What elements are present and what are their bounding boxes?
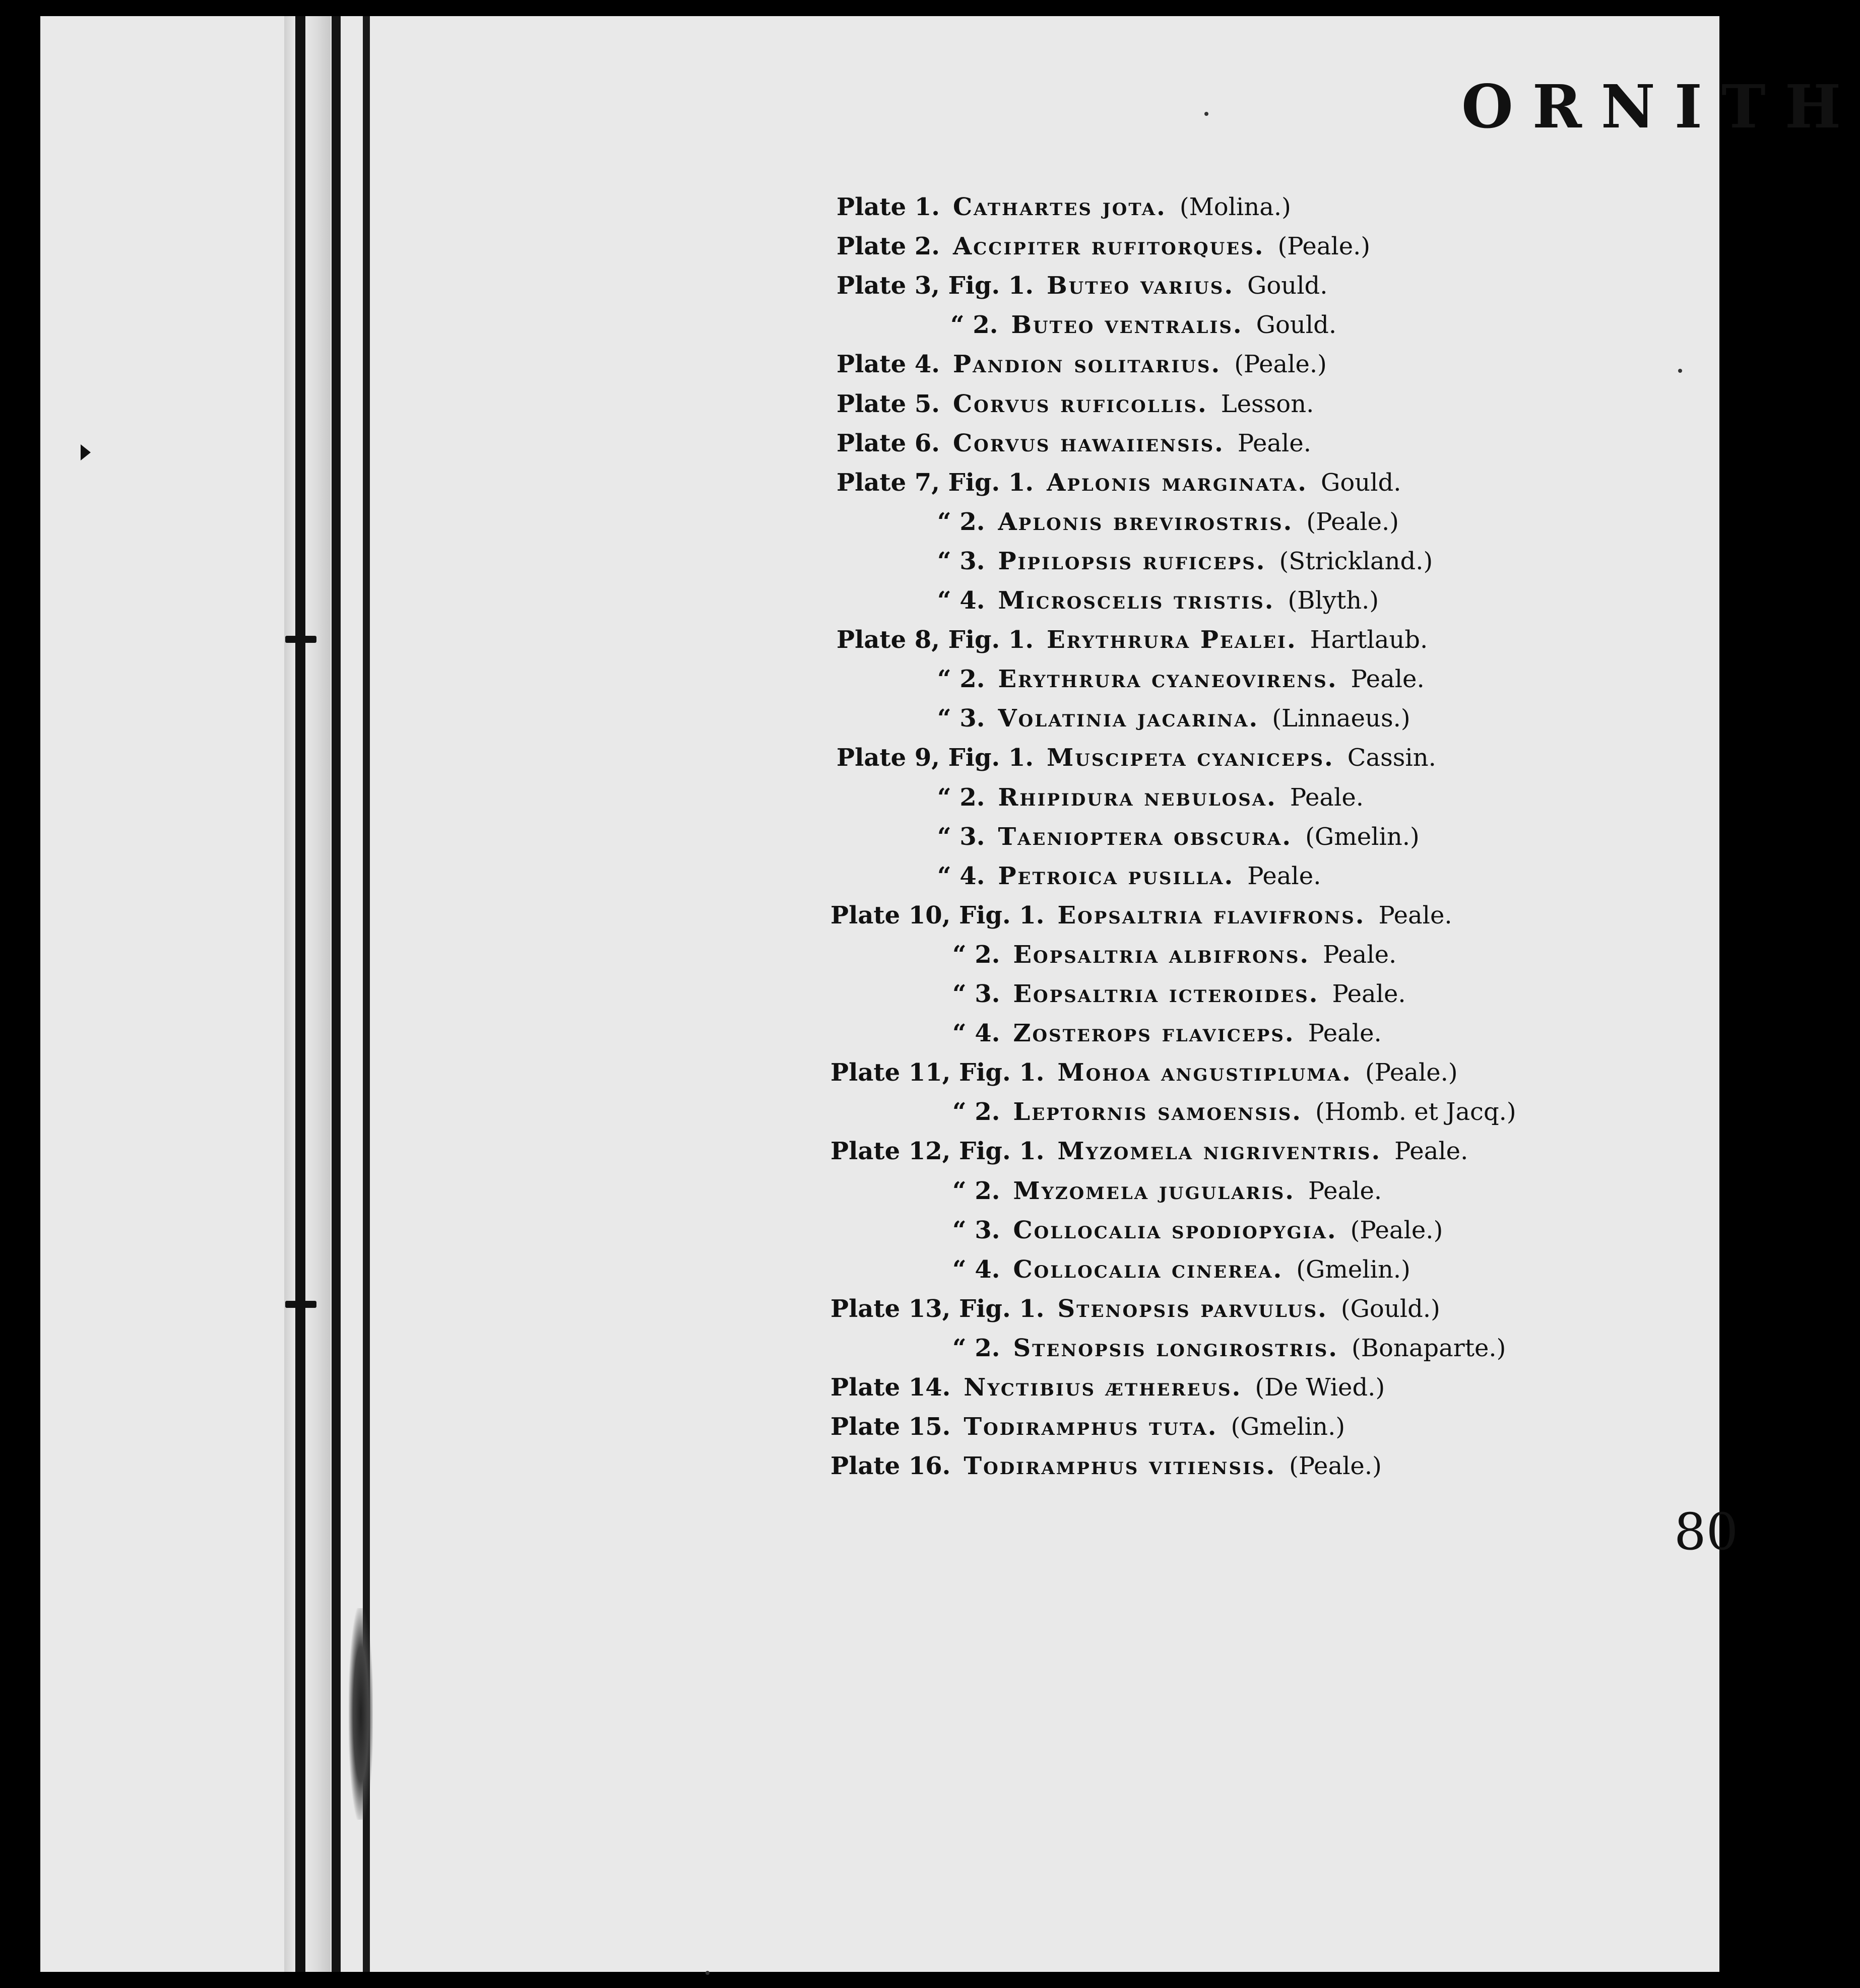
plate-label: “ 4. — [952, 1255, 1000, 1284]
plate-entry — [830, 1368, 1385, 1407]
plate-entry — [952, 1211, 1443, 1250]
species-authority: (Peale.) — [1289, 1452, 1382, 1480]
species-name: Nyctibius æthereus. — [964, 1373, 1242, 1402]
species-name: Leptornis samoensis. — [1013, 1098, 1302, 1126]
species-name: Erythrura Pealei. — [1047, 626, 1297, 654]
plate-entry — [830, 1132, 1468, 1171]
plate-label: “ 4. — [952, 1019, 1000, 1047]
species-authority: Peale. — [1237, 429, 1312, 457]
plate-entry — [952, 1250, 1410, 1289]
species-name: Corvus hawaiiensis. — [952, 429, 1225, 457]
species-name: Pandion solitarius. — [952, 350, 1222, 378]
species-authority: (Peale.) — [1277, 232, 1371, 260]
species-authority: (Gmelin.) — [1296, 1255, 1410, 1284]
species-name: Buteo ventralis. — [1011, 311, 1243, 339]
paper-speck — [1678, 369, 1682, 373]
plate-label: “ 3. — [952, 1216, 1000, 1244]
plate-entry — [952, 1092, 1516, 1132]
species-authority: Hartlaub. — [1310, 626, 1428, 654]
plate-entry — [837, 187, 1291, 227]
species-name: Accipiter rufitorques. — [952, 232, 1265, 260]
pencil-mark — [1643, 1926, 1703, 1956]
species-authority: (Peale.) — [1350, 1216, 1443, 1244]
book-page — [40, 16, 1860, 1972]
binding-gutter — [284, 16, 331, 1972]
species-name: Corvus ruficollis. — [952, 390, 1208, 418]
plate-label: Plate 2. — [837, 232, 940, 260]
species-name: Mohoa angustipluma. — [1057, 1058, 1352, 1087]
plate-entry — [837, 227, 1370, 266]
plate-entry — [952, 974, 1406, 1014]
species-name: Pipilopsis ruficeps. — [998, 547, 1266, 575]
plate-label: “ 3. — [937, 547, 985, 575]
plate-label: “ 2. — [952, 1334, 1000, 1362]
plate-label: “ 3. — [937, 823, 985, 851]
species-name: Volatinia jacarina. — [998, 704, 1259, 733]
species-name: Aplonis brevirostris. — [998, 508, 1294, 536]
plate-label: Plate 12, Fig. 1. — [830, 1137, 1045, 1165]
species-name: Microscelis tristis. — [998, 586, 1275, 615]
species-authority: (Gmelin.) — [1231, 1413, 1345, 1441]
plate-entry — [837, 424, 1311, 463]
species-authority: Lesson. — [1221, 390, 1314, 418]
plate-label: “ 4. — [937, 586, 985, 615]
plate-label: Plate 6. — [837, 429, 940, 457]
species-name: Cathartes jota. — [952, 193, 1167, 221]
plate-label: Plate 13, Fig. 1. — [830, 1295, 1045, 1323]
species-authority: Gould. — [1247, 272, 1328, 300]
plate-label: Plate 9, Fig. 1. — [837, 744, 1034, 772]
plate-entry — [937, 778, 1364, 817]
species-name: Eopsaltria albifrons. — [1013, 941, 1310, 969]
species-authority: Cassin. — [1347, 744, 1436, 772]
page-number: 80 — [1674, 1502, 1739, 1561]
species-name: Aplonis marginata. — [1047, 469, 1308, 497]
plate-entry — [830, 896, 1452, 935]
plate-label: Plate 4. — [837, 350, 940, 378]
plate-entry — [837, 463, 1401, 502]
species-authority: Peale. — [1290, 783, 1364, 812]
plate-entry — [950, 305, 1336, 345]
species-name: Todiramphus vitiensis. — [964, 1452, 1276, 1480]
species-authority: Peale. — [1351, 665, 1425, 693]
species-name: Myzomela jugularis. — [1013, 1177, 1295, 1205]
species-name: Eopsaltria flavifrons. — [1057, 901, 1366, 930]
species-name: Erythrura cyaneovirens. — [998, 665, 1338, 693]
plate-entry — [952, 1329, 1506, 1368]
species-name: Zosterops flaviceps. — [1013, 1019, 1295, 1047]
binding-stitch — [285, 1301, 316, 1308]
binding-stitch — [285, 636, 316, 643]
species-name: Stenopsis parvulus. — [1057, 1295, 1328, 1323]
plate-label: “ 2. — [937, 665, 985, 693]
plate-label: Plate 8, Fig. 1. — [837, 626, 1034, 654]
plate-entry — [952, 935, 1396, 974]
plate-label: Plate 10, Fig. 1. — [830, 901, 1045, 930]
species-authority: Peale. — [1247, 862, 1321, 890]
plate-label: “ 2. — [952, 941, 1000, 969]
plate-label: “ 2. — [952, 1098, 1000, 1126]
species-name: Taenioptera obscura. — [998, 823, 1293, 851]
species-authority: Gould. — [1321, 469, 1401, 497]
plate-entry — [937, 817, 1420, 856]
plate-entry — [830, 1053, 1458, 1092]
page-heading: ORNITH — [1461, 72, 1860, 142]
species-authority: Peale. — [1308, 1019, 1382, 1047]
plate-label: “ 2. — [937, 508, 985, 536]
paper-speck — [1204, 112, 1208, 116]
species-name: Collocalia spodiopygia. — [1013, 1216, 1337, 1244]
binding-line — [295, 16, 305, 1972]
species-authority: Peale. — [1378, 901, 1452, 930]
plate-entry — [937, 856, 1321, 896]
plate-label: Plate 15. — [830, 1413, 951, 1441]
species-name: Muscipeta cyaniceps. — [1047, 744, 1334, 772]
species-authority: (Peale.) — [1365, 1058, 1458, 1087]
margin-notch — [81, 444, 91, 460]
plate-label: “ 3. — [952, 980, 1000, 1008]
species-name: Eopsaltria icteroides. — [1013, 980, 1319, 1008]
plate-entry — [837, 266, 1328, 305]
species-authority: Peale. — [1323, 941, 1397, 969]
species-name: Petroica pusilla. — [998, 862, 1235, 890]
species-name: Todiramphus tuta. — [964, 1413, 1218, 1441]
species-authority: Gould. — [1256, 311, 1337, 339]
plate-entry — [952, 1014, 1382, 1053]
plate-label: Plate 5. — [837, 390, 940, 418]
species-authority: (Peale.) — [1306, 508, 1399, 536]
species-authority: (Strickland.) — [1279, 547, 1433, 575]
plate-entry — [837, 384, 1314, 424]
plate-entry — [937, 659, 1425, 699]
plate-entry — [837, 738, 1436, 777]
plate-label: Plate 16. — [830, 1452, 951, 1480]
plate-label: Plate 3, Fig. 1. — [837, 272, 1034, 300]
species-name: Rhipidura nebulosa. — [998, 783, 1277, 812]
scan-shadow — [349, 1608, 373, 1820]
plate-label: “ 2. — [937, 783, 985, 812]
species-authority: (Homb. et Jacq.) — [1315, 1098, 1516, 1126]
species-name: Collocalia cinerea. — [1013, 1255, 1284, 1284]
plate-entry — [937, 542, 1433, 581]
species-authority: (Gmelin.) — [1305, 823, 1420, 851]
species-authority: (Bonaparte.) — [1352, 1334, 1506, 1362]
species-authority: Peale. — [1308, 1177, 1382, 1205]
plate-label: Plate 14. — [830, 1373, 951, 1402]
species-authority: Peale. — [1332, 980, 1406, 1008]
species-authority: Peale. — [1394, 1137, 1468, 1165]
binding-line — [332, 16, 341, 1972]
plate-entry — [830, 1289, 1440, 1329]
plate-label: Plate 11, Fig. 1. — [830, 1058, 1045, 1087]
species-authority: (Linnaeus.) — [1272, 704, 1410, 733]
plate-label: “ 4. — [937, 862, 985, 890]
plate-label: “ 3. — [937, 704, 985, 733]
plate-label: Plate 7, Fig. 1. — [837, 469, 1034, 497]
plate-entry — [837, 620, 1428, 659]
plate-entry — [830, 1446, 1382, 1486]
plate-label: “ 2. — [950, 311, 998, 339]
species-authority: (Blyth.) — [1288, 586, 1379, 615]
plate-entry — [937, 699, 1410, 738]
plate-label: Plate 1. — [837, 193, 940, 221]
plate-label: “ 2. — [952, 1177, 1000, 1205]
species-authority: (Molina.) — [1179, 193, 1291, 221]
species-authority: (De Wied.) — [1255, 1373, 1385, 1402]
species-authority: (Peale.) — [1234, 350, 1327, 378]
plate-entry — [952, 1171, 1382, 1211]
plate-entry — [837, 345, 1327, 384]
species-name: Buteo varius. — [1047, 272, 1235, 300]
paper-speck — [705, 1971, 710, 1975]
plate-entry — [937, 502, 1399, 542]
species-name: Stenopsis longirostris. — [1013, 1334, 1338, 1362]
species-name: Myzomela nigriventris. — [1057, 1137, 1382, 1165]
species-authority: (Gould.) — [1340, 1295, 1440, 1323]
plate-entry — [937, 581, 1379, 620]
plate-entry — [830, 1407, 1345, 1446]
